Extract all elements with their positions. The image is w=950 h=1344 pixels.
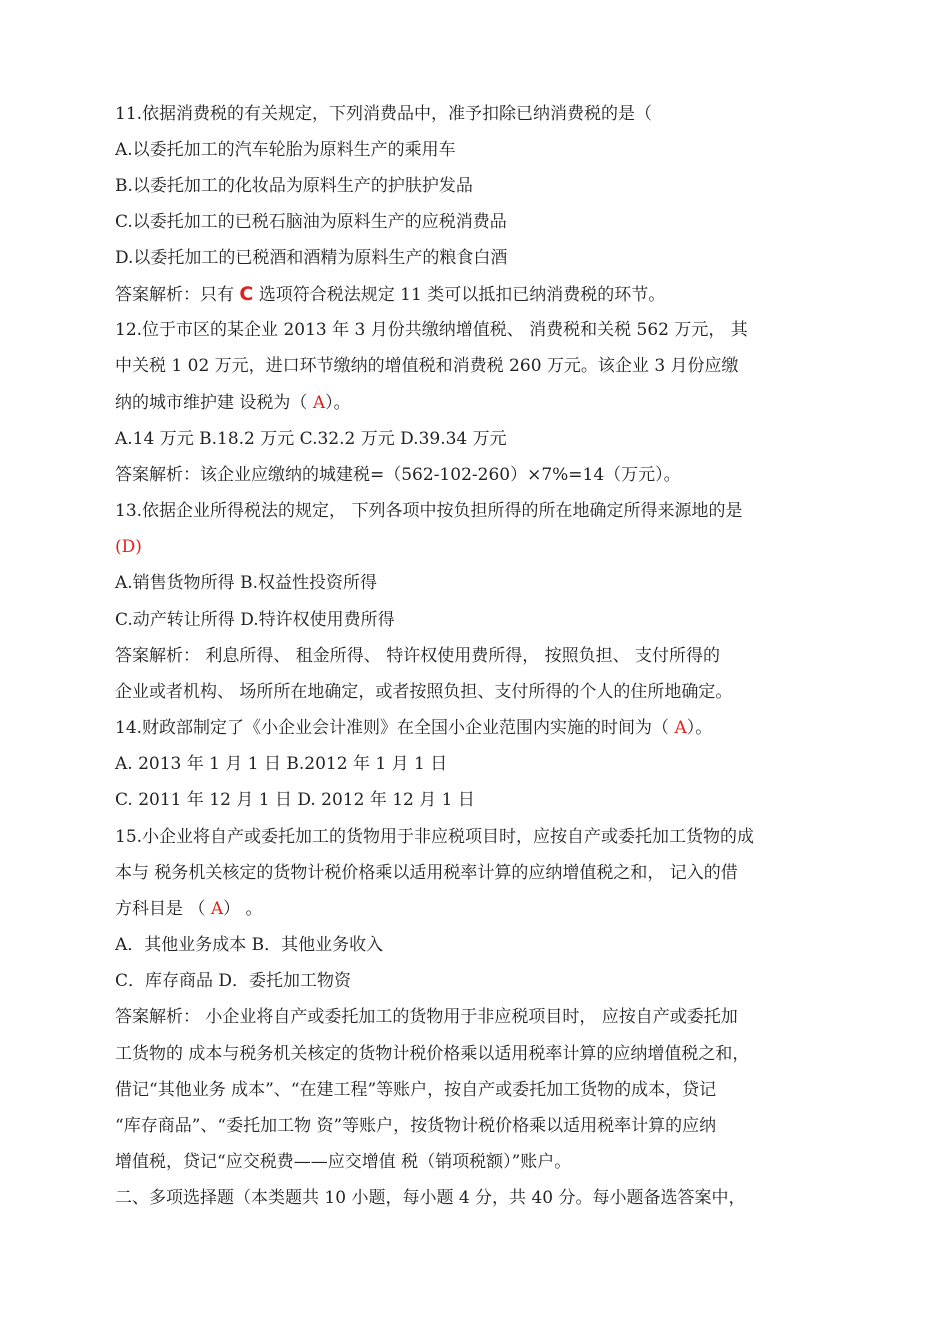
stem-text: ） 。 [223, 899, 263, 919]
answer-mark: A [210, 899, 224, 919]
q11-answer-explanation [115, 282, 840, 307]
q12-options: A.14 万元 B.18.2 万元 C.32.2 万元 D.39.34 万元 [115, 429, 507, 449]
stem-text: 14.财政部制定了《小企业会计准则》在全国小企业范围内实施的时间为（ [115, 718, 675, 738]
stem-text: 纳的城市维护建 设税为（ [115, 393, 313, 413]
q14-options-ab: A. 2013 年 1 月 1 日 B.2012 年 1 月 1 日 [115, 754, 448, 774]
q14-options-cd: C. 2011 年 12 月 1 日 D. 2012 年 12 月 1 日 [115, 790, 475, 810]
q15-answer-explanation-line-3: 借记“其他业务 成本”、“在建工程”等账户，按自产或委托加工货物的成本，贷记 [115, 1080, 717, 1100]
answer-text: 答案解析：只有 [115, 285, 240, 305]
q13-answer-explanation-line-2: 企业或者机构、 场所所在地确定，或者按照负担、支付所得的个人的住所地确定。 [115, 682, 733, 702]
stem-text: 方科目是 （ [115, 899, 211, 919]
q15-answer-explanation-line-2: 工货物的 成本与税务机关核定的货物计税价格乘以适用税率计算的应纳增值税之和， [115, 1044, 750, 1064]
q11-option-d: D.以委托加工的已税酒和酒精为原料生产的粮食白酒 [115, 248, 508, 268]
q13-options-ab: A.销售货物所得 B.权益性投资所得 [115, 573, 377, 593]
q15-stem-line-1: 15.小企业将自产或委托加工的货物用于非应税项目时，应按自产或委托加工货物的成 [115, 827, 755, 847]
q15-answer-explanation-line-5: 增值税，贷记“应交税费——应交增值 税（销项税额）”账户。 [115, 1152, 572, 1172]
q13-options-cd: C.动产转让所得 D.特许权使用费所得 [115, 610, 395, 630]
q11-stem: 11.依据消费税的有关规定，下列消费品中，准予扣除已纳消费税的是（ [115, 104, 653, 124]
q15-options-ab: A．其他业务成本 B．其他业务收入 [115, 935, 384, 955]
answer-mark: (D) [115, 537, 142, 557]
stem-text: ）。 [686, 718, 713, 738]
q12-stem-line-3 [115, 391, 840, 415]
q13-answer-explanation-line-1: 答案解析： 利息所得、 租金所得、 特许权使用费所得， 按照负担、 支付所得的 [115, 646, 721, 666]
answer-mark: A [674, 718, 687, 738]
answer-mark: A [312, 393, 326, 413]
q15-options-cd: C．库存商品 D．委托加工物资 [115, 971, 352, 991]
q15-answer-explanation-line-1: 答案解析： 小企业将自产或委托加工的货物用于非应税项目时， 应按自产或委托加 [115, 1007, 738, 1027]
stem-text: ）。 [325, 393, 351, 413]
q15-stem-line-2: 本与 税务机关核定的货物计税价格乘以适用税率计算的应纳增值税之和， 记入的借 [115, 863, 738, 883]
q13-stem-line-1: 13.依据企业所得税法的规定， 下列各项中按负担所得的所在地确定所得来源地的是 [115, 501, 743, 521]
q13-stem-line-2 [115, 535, 840, 559]
q15-answer-explanation-line-4: “库存商品”、“委托加工物 资”等账户，按货物计税价格乘以适用税率计算的应纳 [115, 1116, 717, 1136]
answer-mark: C [239, 283, 254, 305]
q15-stem-line-3 [115, 897, 840, 921]
q14-stem [115, 716, 840, 740]
q12-stem-line-1: 12.位于市区的某企业 2013 年 3 月份共缴纳增值税、 消费税和关税 562 万元， 其 [115, 320, 748, 340]
q12-answer-explanation: 答案解析：该企业应缴纳的城建税=（562-102-260）×7%=14（万元）。 [115, 465, 681, 485]
q11-option-c: C.以委托加工的已税石脑油为原料生产的应税消费品 [115, 212, 507, 232]
answer-text: 选项符合税法规定 11 类可以抵扣已纳消费税的环节。 [253, 285, 666, 305]
q11-option-a: A.以委托加工的汽车轮胎为原料生产的乘用车 [115, 140, 456, 160]
q12-stem-line-2: 中关税 1 02 万元，进口环节缴纳的增值税和消费税 260 万元。该企业 3 月份应缴 [115, 356, 739, 376]
q11-option-b: B.以委托加工的化妆品为原料生产的护肤护发品 [115, 176, 473, 196]
section-heading-multiple-choice: 二、多项选择题（本类题共 10 小题，每小题 4 分，共 40 分。每小题备选答案中， [115, 1188, 746, 1208]
